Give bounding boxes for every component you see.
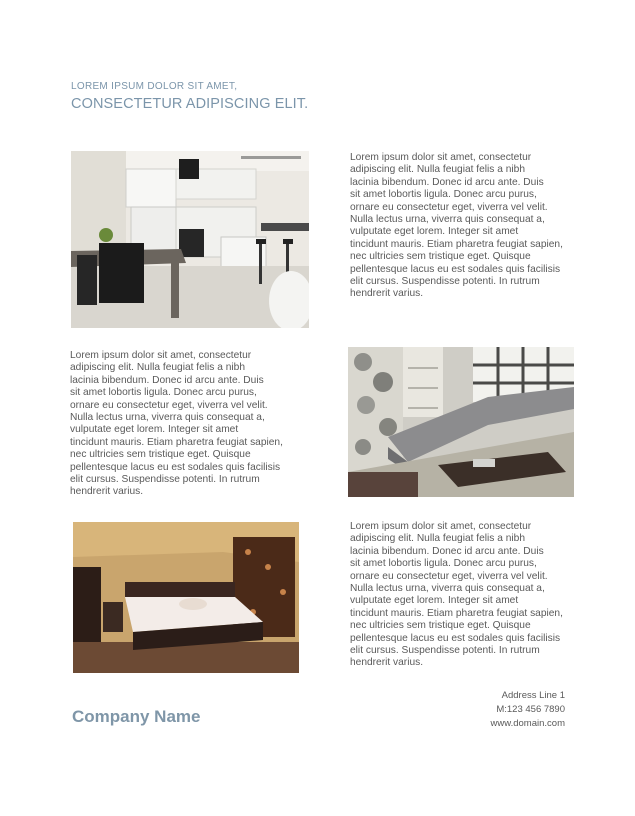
paragraph-3: Lorem ipsum dolor sit amet, consectetur adipiscing elit. Nulla feugiat felis a nibh lacinia bibendum. Donec id arcu ante. Duis sit amet lobortis ligula. Donec arcu purus, ornare eu consectetur eget, viverra vel velit. Nulla lectus urna, viverra quis consequat a, vulputate eget lorem. Integer sit amet tincidunt mauris. Etiam pharetra feugiat sapien, nec ultricies sem tristique eget. Quisque pellentesque lacus eu est sodales quis facilisis elit cursus. Suspendisse potenti. In rutrum hendrerit varius.: [350, 521, 563, 669]
kitchen-dining-photo: [71, 151, 309, 328]
address-line: Address Line 1: [501, 690, 565, 701]
living-room-photo: [348, 347, 574, 497]
bedroom-photo: [73, 522, 299, 673]
website-link[interactable]: www.domain.com: [490, 718, 565, 729]
phone-number: M:123 456 7890: [496, 704, 565, 715]
paragraph-1: Lorem ipsum dolor sit amet, consectetur adipiscing elit. Nulla feugiat felis a nibh lacinia bibendum. Donec id arcu ante. Duis sit amet lobortis ligula. Donec arcu purus, ornare eu consectetur eget, viverra vel velit. Nulla lectus urna, viverra quis consequat a, vulputate eget lorem. Integer sit amet tincidunt mauris. Etiam pharetra feugiat sapien, nec ultricies sem tristique eget. Quisque pellentesque lacus eu est sodales quis facilisis elit cursus. Suspendisse potenti. In rutrum hendrerit varius.: [350, 152, 563, 300]
document-title: CONSECTETUR ADIPISCING ELIT.: [71, 96, 309, 112]
paragraph-2: Lorem ipsum dolor sit amet, consectetur adipiscing elit. Nulla feugiat felis a nibh lacinia bibendum. Donec id arcu ante. Duis sit amet lobortis ligula. Donec arcu purus, ornare eu consectetur eget, viverra vel velit. Nulla lectus urna, viverra quis consequat a, vulputate eget lorem. Integer sit amet tincidunt mauris. Etiam pharetra feugiat sapien, nec ultricies sem tristique eget. Quisque pellentesque lacus eu est sodales quis facilisis elit cursus. Suspendisse potenti. In rutrum hendrerit varius.: [70, 350, 283, 498]
company-name: Company Name: [72, 707, 201, 726]
document-subtitle: LOREM IPSUM DOLOR SIT AMET,: [71, 81, 238, 92]
